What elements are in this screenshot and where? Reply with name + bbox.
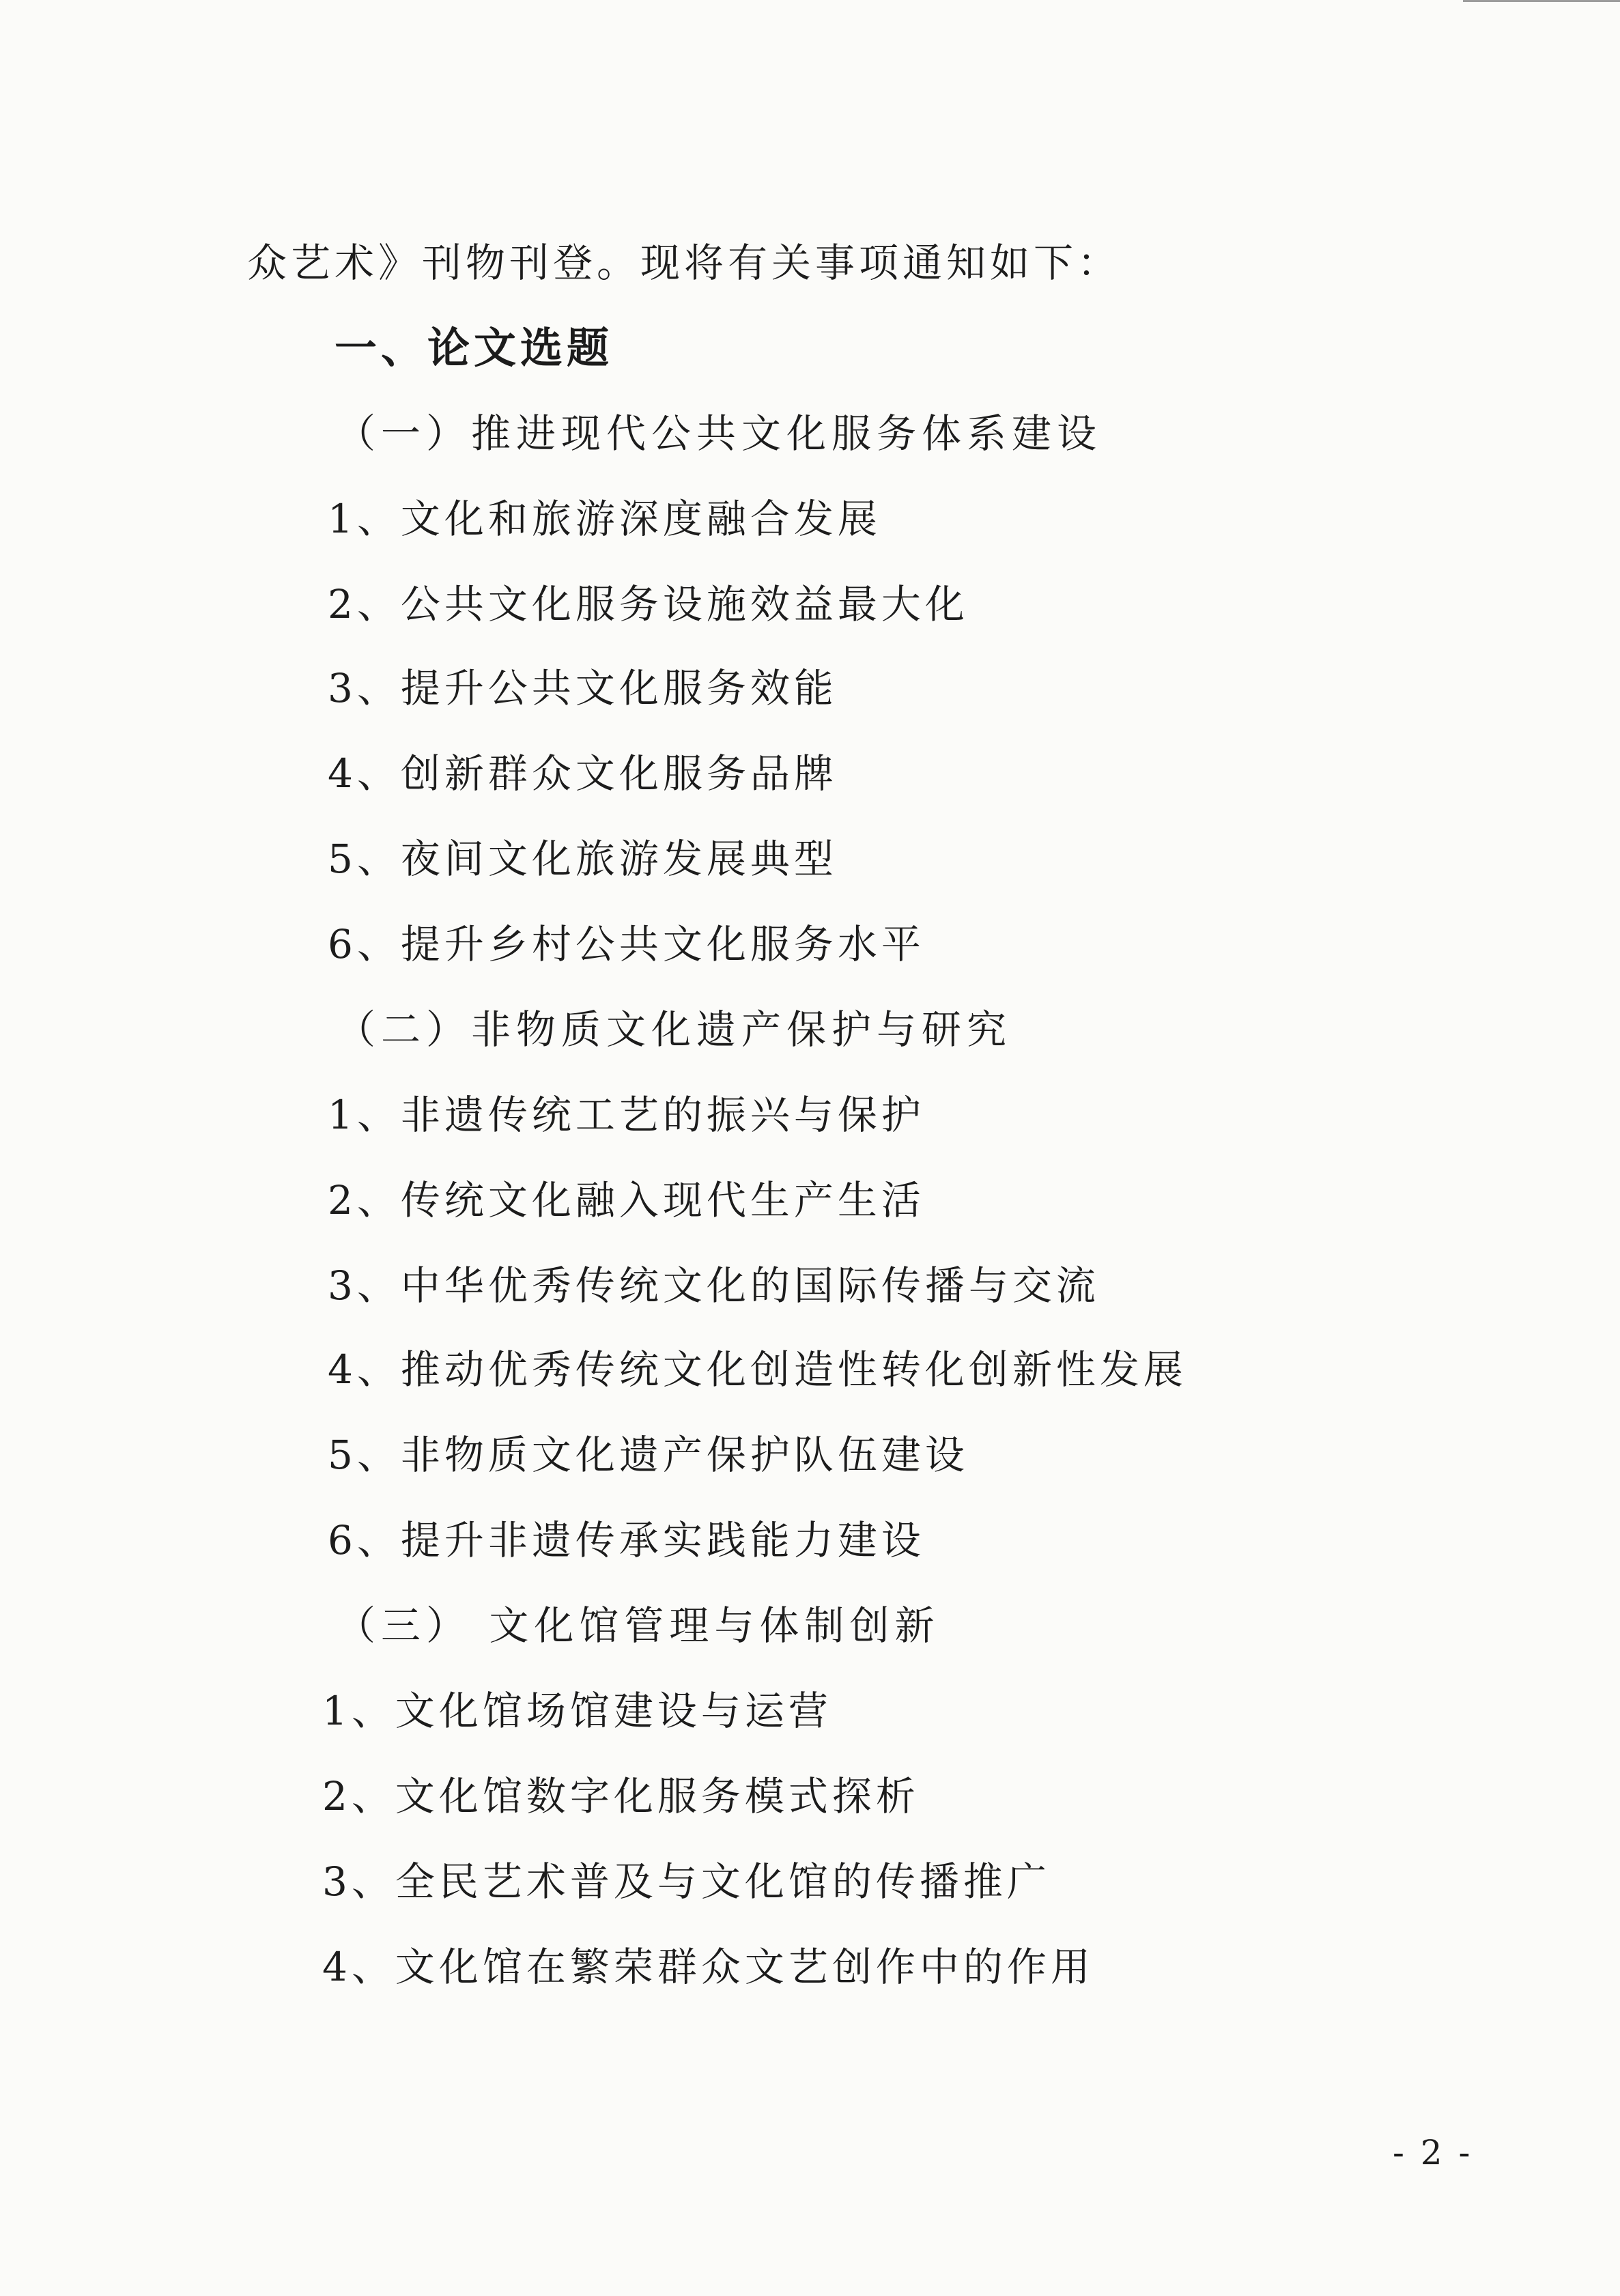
group-2-item-2: 2、传统文化融入现代生产生活 xyxy=(328,1177,925,1223)
group-2-item-3: 3、中华优秀传统文化的国际传播与交流 xyxy=(328,1262,1100,1309)
group-2-item-5: 5、非物质文化遗产保护队伍建设 xyxy=(328,1432,969,1478)
group-2-item-6: 6、提升非遗传承实践能力建设 xyxy=(328,1517,925,1563)
group-2-title: （二）非物质文化遗产保护与研究 xyxy=(336,1006,1012,1053)
group-1-item-5: 5、夜间文化旅游发展典型 xyxy=(328,836,838,882)
scan-edge-line xyxy=(1463,0,1620,2)
group-2-item-4: 4、推动优秀传统文化创造性转化创新性发展 xyxy=(328,1346,1187,1393)
group-1-item-1: 1、文化和旅游深度融合发展 xyxy=(328,496,881,542)
group-3-item-1: 1、文化馆场馆建设与运营 xyxy=(322,1688,832,1734)
group-1-title: （一）推进现代公共文化服务体系建设 xyxy=(336,410,1103,457)
group-1-item-3: 3、提升公共文化服务效能 xyxy=(328,665,838,711)
group-3-item-3: 3、全民艺术普及与文化馆的传播推广 xyxy=(322,1858,1051,1905)
group-3-item-4: 4、文化馆在繁荣群众文艺创作中的作用 xyxy=(322,1944,1094,1990)
group-1-item-6: 6、提升乡村公共文化服务水平 xyxy=(328,921,925,967)
page-number: - 2 - xyxy=(1393,2133,1473,2172)
group-2-item-1: 1、非遗传统工艺的振兴与保护 xyxy=(328,1092,925,1138)
group-1-item-4: 4、创新群众文化服务品牌 xyxy=(328,750,838,797)
group-3-title: （三） 文化馆管理与体制创新 xyxy=(336,1602,940,1649)
section-heading: 一、论文选题 xyxy=(335,323,614,373)
intro-line: 众艺术》刊物刊登。现将有关事项通知如下： xyxy=(247,240,1122,286)
group-3-item-2: 2、文化馆数字化服务模式探析 xyxy=(322,1773,920,1819)
group-1-item-2: 2、公共文化服务设施效益最大化 xyxy=(328,581,969,627)
